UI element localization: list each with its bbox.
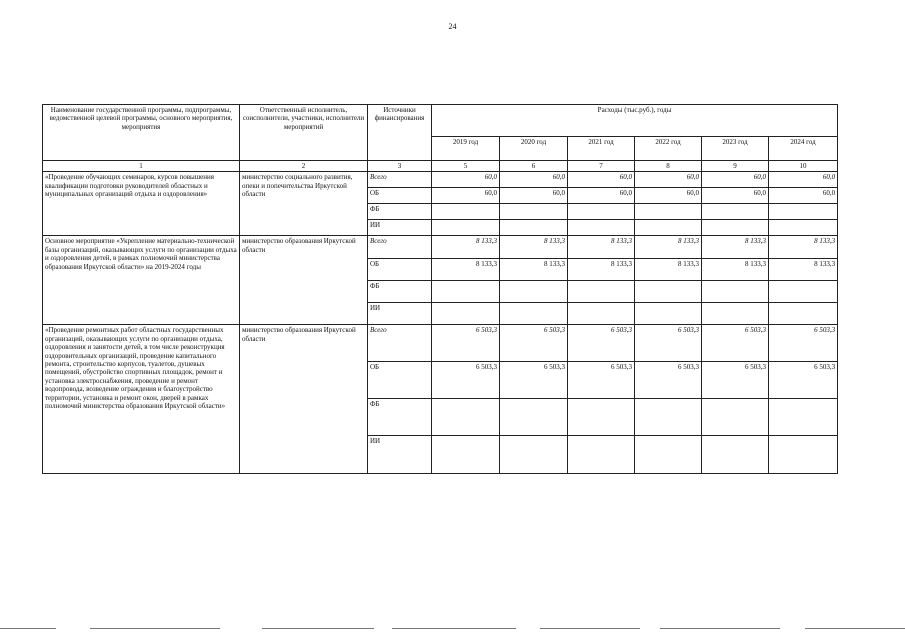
value-cell xyxy=(635,436,702,474)
header-year: 2019 год xyxy=(432,137,500,161)
value-cell: 6 503,3 xyxy=(702,325,769,362)
value-cell xyxy=(769,436,838,474)
measure-name: «Проведение обучающих семинаров, курсов повышения квалификации подготовки руководителей областных и муниципальных организаций отдыха и оздоровления» xyxy=(43,172,240,236)
value-cell: 6 503,3 xyxy=(500,362,568,399)
value-cell: 8 133,3 xyxy=(432,259,500,281)
value-cell: 60,0 xyxy=(568,188,635,204)
value-cell: 6 503,3 xyxy=(568,362,635,399)
column-number: 6 xyxy=(500,161,568,172)
value-cell xyxy=(702,204,769,220)
value-cell xyxy=(432,204,500,220)
value-cell: 60,0 xyxy=(702,172,769,188)
header-year: 2022 год xyxy=(635,137,702,161)
source-label: ИИ xyxy=(368,436,432,474)
source-label: Всего xyxy=(368,325,432,362)
value-cell xyxy=(500,220,568,236)
page-number: 24 xyxy=(448,22,457,31)
value-cell xyxy=(769,303,838,325)
value-cell xyxy=(769,399,838,436)
value-cell xyxy=(500,399,568,436)
header-executor: Ответственный исполнитель, соисполнители, участники, исполнители мероприятий xyxy=(240,105,368,161)
value-cell xyxy=(635,220,702,236)
column-number: 8 xyxy=(635,161,702,172)
header-source: Источники финансирования xyxy=(368,105,432,161)
value-cell xyxy=(568,303,635,325)
scan-artifact-line xyxy=(0,628,56,629)
measure-name: «Проведение ремонтных работ областных государственных организаций, оказывающих услуги по организации отдыха, оздоровления и занятости детей, в том числе реконструкция оздоровительных организаций, проведение капитального ремонта, строительство корпусов, туалетов, душевых помещений, обустройство спортивных площадок, ремонт и установка электроснабжения, проведение и ремонт водопровода, возведение ограждения и благоустройство территории, установка и ремонт окон, дверей в рамках полномочий министерства образования Иркутской области» xyxy=(43,325,240,474)
source-label: ИИ xyxy=(368,220,432,236)
value-cell xyxy=(769,204,838,220)
source-label: ФБ xyxy=(368,281,432,303)
header-year: 2021 год xyxy=(568,137,635,161)
value-cell xyxy=(769,220,838,236)
value-cell xyxy=(702,399,769,436)
value-cell xyxy=(702,220,769,236)
value-cell xyxy=(568,204,635,220)
source-label: ОБ xyxy=(368,259,432,281)
value-cell xyxy=(568,436,635,474)
value-cell: 6 503,3 xyxy=(769,362,838,399)
value-cell xyxy=(769,281,838,303)
source-label: Всего xyxy=(368,236,432,259)
value-cell: 8 133,3 xyxy=(635,236,702,259)
source-label: ОБ xyxy=(368,188,432,204)
header-expenses: Расходы (тыс.руб.), годы xyxy=(432,105,838,137)
value-cell xyxy=(432,436,500,474)
budget-table xyxy=(42,104,838,474)
value-cell xyxy=(702,281,769,303)
value-cell xyxy=(635,204,702,220)
value-cell xyxy=(432,220,500,236)
value-cell: 6 503,3 xyxy=(702,362,769,399)
value-cell xyxy=(432,399,500,436)
value-cell: 8 133,3 xyxy=(432,236,500,259)
value-cell xyxy=(635,303,702,325)
header-year: 2020 год xyxy=(500,137,568,161)
value-cell: 60,0 xyxy=(702,188,769,204)
value-cell xyxy=(568,281,635,303)
value-cell: 8 133,3 xyxy=(702,259,769,281)
value-cell xyxy=(702,436,769,474)
value-cell: 60,0 xyxy=(500,172,568,188)
scan-artifact-line xyxy=(805,628,905,629)
value-cell xyxy=(500,281,568,303)
value-cell: 6 503,3 xyxy=(432,325,500,362)
value-cell: 6 503,3 xyxy=(432,362,500,399)
value-cell xyxy=(500,436,568,474)
value-cell: 8 133,3 xyxy=(769,259,838,281)
column-number: 2 xyxy=(240,161,368,172)
value-cell: 8 133,3 xyxy=(500,236,568,259)
scan-artifact-line xyxy=(660,628,780,629)
value-cell: 60,0 xyxy=(500,188,568,204)
header-year: 2024 год xyxy=(769,137,838,161)
value-cell xyxy=(568,220,635,236)
scan-artifact-line xyxy=(90,628,220,629)
column-number: 10 xyxy=(769,161,838,172)
source-label: Всего xyxy=(368,172,432,188)
value-cell: 60,0 xyxy=(568,172,635,188)
column-number: 5 xyxy=(432,161,500,172)
table-row xyxy=(43,236,838,259)
value-cell: 60,0 xyxy=(635,188,702,204)
value-cell: 60,0 xyxy=(432,188,500,204)
value-cell xyxy=(635,281,702,303)
value-cell: 6 503,3 xyxy=(568,325,635,362)
value-cell: 60,0 xyxy=(769,172,838,188)
scan-artifact-line xyxy=(262,628,374,629)
value-cell: 6 503,3 xyxy=(500,325,568,362)
measure-executor: министерство социального развития, опеки и попечительства Иркутской области xyxy=(240,172,368,236)
value-cell xyxy=(635,399,702,436)
source-label: ИИ xyxy=(368,303,432,325)
value-cell: 60,0 xyxy=(432,172,500,188)
column-number: 1 xyxy=(43,161,240,172)
value-cell: 8 133,3 xyxy=(769,236,838,259)
table-row xyxy=(43,172,838,188)
value-cell xyxy=(702,303,769,325)
column-number: 3 xyxy=(368,161,432,172)
header-year: 2023 год xyxy=(702,137,769,161)
scan-artifact-line xyxy=(540,628,640,629)
value-cell: 8 133,3 xyxy=(635,259,702,281)
table-row xyxy=(43,325,838,362)
value-cell: 6 503,3 xyxy=(635,362,702,399)
measure-executor: министерство образования Иркутской области xyxy=(240,325,368,474)
value-cell: 6 503,3 xyxy=(769,325,838,362)
value-cell xyxy=(432,303,500,325)
value-cell: 8 133,3 xyxy=(568,236,635,259)
value-cell: 6 503,3 xyxy=(635,325,702,362)
source-label: ФБ xyxy=(368,204,432,220)
measure-name: Основное мероприятие «Укрепление материально-технической базы организаций, оказывающих услуги по организации отдыха и оздоровления детей, в рамках полномочий министерства образования Иркутской области» на 2019-2024 годы xyxy=(43,236,240,325)
source-label: ОБ xyxy=(368,362,432,399)
column-number: 7 xyxy=(568,161,635,172)
value-cell: 8 133,3 xyxy=(702,236,769,259)
value-cell: 8 133,3 xyxy=(500,259,568,281)
value-cell: 60,0 xyxy=(769,188,838,204)
scan-artifact-line xyxy=(392,628,516,629)
column-number: 9 xyxy=(702,161,769,172)
value-cell: 60,0 xyxy=(635,172,702,188)
value-cell: 8 133,3 xyxy=(568,259,635,281)
measure-executor: министерство образования Иркутской области xyxy=(240,236,368,325)
header-name: Наименование государственной программы, подпрограммы, ведомственной целевой программы, основного мероприятия, мероприятия xyxy=(43,105,240,161)
value-cell xyxy=(500,303,568,325)
value-cell xyxy=(432,281,500,303)
value-cell xyxy=(500,204,568,220)
source-label: ФБ xyxy=(368,399,432,436)
value-cell xyxy=(568,399,635,436)
